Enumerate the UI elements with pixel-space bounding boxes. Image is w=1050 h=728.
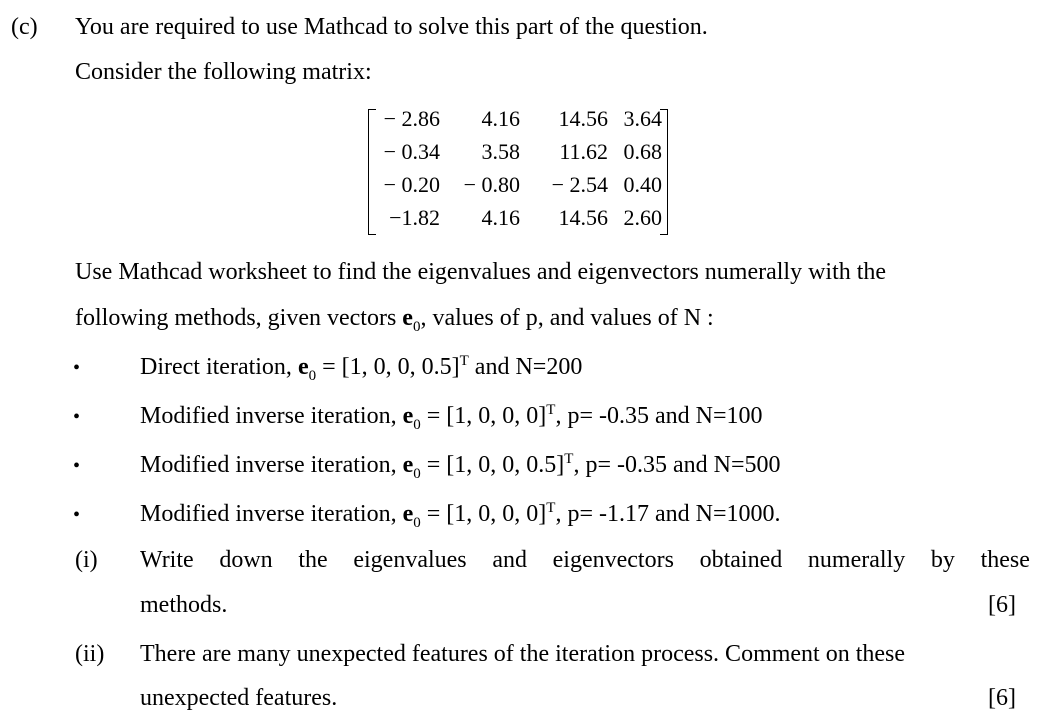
method-item: Modified inverse iteration, $e_0 = [1$, 0, 0, 0]$^T$, p= -0.35 and N=100 <box>140 402 763 433</box>
question-text-line2: unexpected features. <box>140 685 338 711</box>
marks-label: [6] <box>988 592 1016 618</box>
part-instruction: You are required to use Mathcad to solve this part of the question. <box>75 14 708 40</box>
matrix-cell: 3.58 <box>481 139 520 164</box>
question-text-line1: Write down the eigenvalues and eigenvectors obtained numerally by these <box>140 547 1030 573</box>
part-label: (c) <box>11 14 38 40</box>
matrix-cell: 11.62 <box>559 139 608 164</box>
matrix-cell: − 2.54 <box>551 172 608 197</box>
matrix-cell: 4.16 <box>481 205 520 230</box>
matrix-cell: 14.56 <box>558 106 608 131</box>
question-text-line1: There are many unexpected features of the iteration process. Comment on these <box>140 641 906 667</box>
matrix-cell: − 0.80 <box>463 172 520 197</box>
matrix <box>368 105 668 237</box>
matrix-intro: Consider the following matrix: <box>75 59 372 85</box>
matrix-cell: 14.56 <box>558 205 608 230</box>
question-text-line2: methods. <box>140 592 228 618</box>
matrix-cell: −1.82 <box>389 205 440 230</box>
matrix-cell: − 2.86 <box>383 106 440 131</box>
matrix-cell: 3.64 <box>623 106 662 131</box>
bullet-icon: • <box>73 504 81 526</box>
marks-label: [6] <box>988 685 1016 711</box>
matrix-cell: 0.68 <box>623 139 662 164</box>
task-text-line2: following methods, given vectors $e_0$, values of p, and values of N : <box>75 305 714 335</box>
method-item: Modified inverse iteration, $e_0 = [1$, 0, 0, 0]$^T$, p= -1.17 and N=1000. <box>140 500 781 531</box>
matrix-cell: 0.40 <box>623 172 662 197</box>
bullet-icon: • <box>73 455 81 477</box>
method-item: Direct iteration, $e_0 = [1$, 0, 0, 0.5]$^T$ and N=200 <box>140 353 583 384</box>
bullet-icon: • <box>73 357 81 379</box>
matrix-cell: 2.60 <box>623 205 662 230</box>
matrix-cell: − 0.20 <box>383 172 440 197</box>
matrix-cell: − 0.34 <box>383 139 440 164</box>
task-text-line1: Use Mathcad worksheet to find the eigenvalues and eigenvectors numerally with the <box>75 259 887 285</box>
question-label: (i) <box>75 547 98 573</box>
vector-e: e <box>402 305 413 331</box>
matrix-cell: 4.16 <box>481 106 520 131</box>
bullet-icon: • <box>73 406 81 428</box>
method-item: Modified inverse iteration, $e_0 = [1$, 0, 0, 0.5]$^T$, p= -0.35 and N=500 <box>140 451 781 482</box>
question-label: (ii) <box>75 641 105 667</box>
